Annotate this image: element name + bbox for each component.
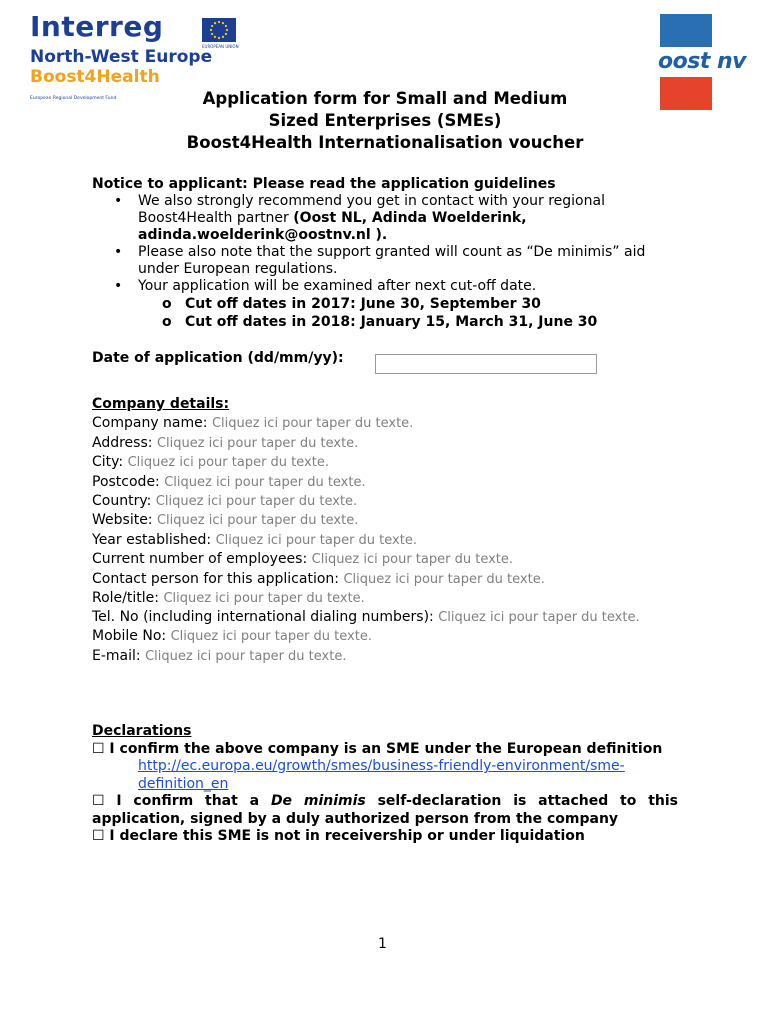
- field-city: [92, 453, 682, 472]
- field-email: [92, 647, 682, 666]
- interreg-fund: European Regional Development Fund: [30, 96, 117, 101]
- list-item: [92, 313, 682, 331]
- title-line-3: Boost4Health Internationalisation voucher: [186, 133, 584, 152]
- interreg-project: Boost4Health: [30, 67, 160, 87]
- bullet-icon: •: [114, 193, 123, 209]
- field-country: [92, 492, 682, 511]
- field-label: Address:: [92, 434, 153, 451]
- sub-bullet-icon: o: [162, 314, 172, 330]
- address-input[interactable]: Cliquez ici pour taper du texte.: [156, 435, 359, 451]
- field-label: Website:: [92, 512, 153, 529]
- bullet-icon: •: [114, 244, 123, 260]
- cutoff-list-container: [92, 295, 682, 331]
- contact-input[interactable]: Cliquez ici pour taper du texte.: [343, 571, 545, 587]
- checkbox-icon[interactable]: ☐: [92, 740, 105, 757]
- list-item: [92, 193, 682, 244]
- list-item: [92, 244, 682, 278]
- field-address: [92, 434, 682, 453]
- title-line-1: Application form for Small and Medium: [202, 89, 568, 108]
- interreg-region: North-West Europe: [30, 47, 213, 67]
- declarations-heading: Declarations: [92, 723, 192, 739]
- field-contact: [92, 570, 682, 589]
- mobile-input[interactable]: Cliquez ici pour taper du texte.: [170, 629, 372, 645]
- field-postcode: [92, 473, 682, 492]
- company-name-input[interactable]: Cliquez ici pour taper du texte.: [211, 416, 414, 432]
- declaration-de-minimis-pre: I confirm that a: [104, 793, 271, 809]
- declaration-de-minimis-post: self-declaration is attached to this application, signed by a duly authorized person from the company: [92, 793, 678, 827]
- employees-input[interactable]: Cliquez ici pour taper du texte.: [311, 552, 514, 568]
- field-label: Role/title:: [92, 590, 159, 607]
- field-label: Contact person for this application:: [92, 570, 339, 587]
- field-mobile: [92, 627, 682, 646]
- field-label: E-mail:: [92, 647, 141, 664]
- declaration-receivership: [92, 828, 678, 846]
- title-line-2: Sized Enterprises (SMEs): [268, 111, 502, 130]
- bullet-icon: •: [114, 278, 123, 294]
- date-label: Date of application (dd/mm/yy):: [92, 350, 344, 366]
- field-label: Postcode:: [92, 473, 160, 490]
- cutoff-2018: Cut off dates in 2018: January 15, March 31, June 30: [185, 314, 598, 330]
- field-label: Mobile No:: [92, 628, 167, 645]
- declaration-de-minimis: [92, 793, 678, 828]
- company-heading: Company details:: [92, 396, 230, 412]
- field-label: Year established:: [92, 531, 212, 548]
- notice-bullet-2-text: Please also note that the support granted will count as “De minimis” aid under European regulations.: [138, 244, 646, 277]
- sub-bullet-icon: o: [162, 296, 172, 312]
- declaration-sme-text: I confirm the above company is an SME under the European definition: [104, 740, 663, 757]
- field-role: [92, 589, 682, 608]
- cutoff-list: [92, 295, 682, 331]
- notice-bullet-1-text: We also strongly recommend you get in contact with your regional Boost4Health partner: [138, 193, 605, 226]
- eu-flag-caption: EUROPEAN UNION: [202, 44, 239, 49]
- postcode-input[interactable]: Cliquez ici pour taper du texte.: [164, 474, 366, 490]
- notice-bullet-1-contact: (Oost NL, Adinda Woelderink, adinda.woelderink@oostnv.nl ).: [138, 210, 527, 243]
- page-number: 1: [378, 936, 387, 952]
- field-year: [92, 531, 682, 550]
- declaration-sme: [92, 741, 678, 759]
- role-input[interactable]: Cliquez ici pour taper du texte.: [163, 591, 365, 607]
- document-title: [92, 88, 678, 154]
- field-website: [92, 511, 682, 530]
- sme-definition-link[interactable]: http://ec.europa.eu/growth/smes/business-friendly-environment/sme-definition_en: [138, 758, 625, 792]
- interreg-logo: [30, 10, 239, 101]
- field-tel: [92, 608, 682, 627]
- tel-input[interactable]: Cliquez ici pour taper du texte.: [438, 610, 640, 626]
- field-label: City:: [92, 454, 124, 471]
- declaration-de-minimis-em: De minimis: [270, 793, 366, 809]
- field-label: Company name:: [92, 415, 208, 432]
- list-item: [92, 295, 682, 313]
- oost-wordmark: oost nv: [658, 49, 747, 74]
- notice-list: [92, 193, 682, 331]
- date-input[interactable]: [375, 354, 597, 374]
- cutoff-2017: Cut off dates in 2017: June 30, September 30: [185, 296, 541, 312]
- field-company-name: [92, 414, 682, 433]
- list-item: [92, 278, 682, 295]
- checkbox-icon[interactable]: ☐: [92, 793, 105, 809]
- eu-flag-icon: [202, 18, 236, 42]
- company-details: [92, 395, 682, 666]
- interreg-wordmark: Interreg: [30, 10, 164, 43]
- field-label: Country:: [92, 493, 152, 510]
- website-input[interactable]: Cliquez ici pour taper du texte.: [156, 513, 359, 529]
- notice-heading: Notice to applicant: Please read the application guidelines: [92, 176, 556, 192]
- year-input[interactable]: Cliquez ici pour taper du texte.: [215, 532, 417, 548]
- field-label: Tel. No (including international dialing numbers):: [92, 609, 434, 626]
- declarations: [92, 723, 678, 846]
- checkbox-icon[interactable]: ☐: [92, 828, 105, 844]
- field-label: Current number of employees:: [92, 551, 308, 568]
- declaration-receivership-text: I declare this SME is not in receivership or under liquidation: [104, 828, 585, 844]
- oost-blue-block: [660, 14, 712, 47]
- email-input[interactable]: Cliquez ici pour taper du texte.: [145, 648, 347, 664]
- city-input[interactable]: Cliquez ici pour taper du texte.: [127, 455, 329, 471]
- field-employees: [92, 550, 682, 569]
- notice-bullet-3-text: Your application will be examined after next cut-off date.: [138, 278, 537, 294]
- country-input[interactable]: Cliquez ici pour taper du texte.: [155, 494, 358, 510]
